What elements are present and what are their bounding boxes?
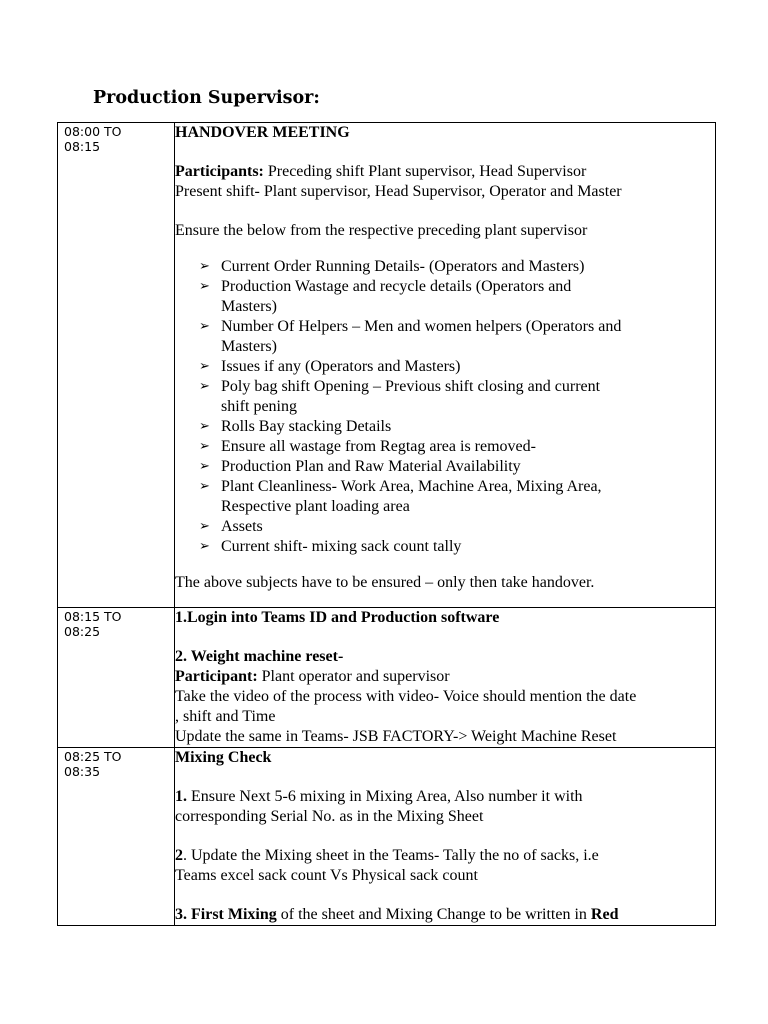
checklist-item-text: Respective plant loading area [221,498,410,515]
mixing-step-2 [175,846,715,866]
weight-reset-item: 2. Weight machine reset- [175,648,344,665]
checklist-item-text: Rolls Bay stacking Details [221,418,392,435]
participants-text: Preceding shift Plant supervisor, Head Supervisor [263,163,587,180]
participant-line [175,667,715,687]
checklist-item [175,377,715,417]
arrow-bullet-icon: ➢ [199,379,210,394]
participant-label: Participant: [175,668,258,685]
closing-note: The above subjects have to be ensured – only then take handover. [175,574,595,591]
checklist-item-text: Masters) [221,298,277,315]
checklist-item-text: Plant Cleanliness- Work Area, Machine Area, Mixing Area, [221,478,602,495]
arrow-bullet-icon: ➢ [199,259,210,274]
checklist-item-text: Production Plan and Raw Material Availability [221,458,521,475]
arrow-bullet-icon: ➢ [199,539,210,554]
arrow-bullet-icon: ➢ [199,479,210,494]
checklist-item [175,437,715,457]
section-heading: HANDOVER MEETING [175,124,350,141]
arrow-bullet-icon: ➢ [199,439,210,454]
table-row [58,123,716,608]
table-row [58,608,716,748]
checklist-item-text: Production Wastage and recycle details (Operators and [221,278,572,295]
ensure-text: Ensure the below from the respective preceding plant supervisor [175,222,588,239]
content-cell [175,123,716,608]
checklist-item [175,457,715,477]
step-emphasis: Red [590,906,619,923]
update-instruction: Update the same in Teams- JSB FACTORY-> Weight Machine Reset [175,728,617,745]
table-row [58,748,716,926]
checklist-item-text: Masters) [221,338,277,355]
checklist-item [175,317,715,357]
step-text: . Update the Mixing sheet in the Teams- Tally the no of sacks, i.e [183,847,599,864]
arrow-bullet-icon: ➢ [199,359,210,374]
page-title: Production Supervisor: [93,88,320,108]
checklist-item [175,417,715,437]
checklist-item-text: Ensure all wastage from Regtag area is removed- [221,438,536,455]
checklist-item [175,257,715,277]
video-instruction: Take the video of the process with video- Voice should mention the date [175,688,637,705]
checklist-item-text: Poly bag shift Opening – Previous shift closing and current [221,378,601,395]
step-number: 1. [175,788,187,805]
handover-checklist [175,257,715,557]
time-cell [58,608,175,748]
arrow-bullet-icon: ➢ [199,279,210,294]
participants-line-2: Present shift- Plant supervisor, Head Supervisor, Operator and Master [175,183,622,200]
time-slot: 08:15 TO 08:25 [64,609,122,639]
arrow-bullet-icon: ➢ [199,319,210,334]
checklist-item-text: Issues if any (Operators and Masters) [221,358,461,375]
mixing-step-2-cont: Teams excel sack count Vs Physical sack count [175,867,478,884]
checklist-item-text: Current shift- mixing sack count tally [221,538,462,555]
mixing-step-1-cont: corresponding Serial No. as in the Mixing Sheet [175,808,484,825]
participant-text: Plant operator and supervisor [257,668,450,685]
time-slot: 08:00 TO 08:15 [64,124,122,154]
checklist-item-text: Current Order Running Details- (Operators and Masters) [221,258,585,275]
checklist-item [175,277,715,317]
checklist-item-text: Assets [221,518,263,535]
participants-line [175,162,715,182]
checklist-item [175,537,715,557]
time-cell [58,123,175,608]
checklist-item-text: Number Of Helpers – Men and women helpers (Operators and [221,318,622,335]
mixing-step-3 [175,905,715,925]
step-lead: 3. First Mixing [175,906,277,923]
step-text: Ensure Next 5-6 mixing in Mixing Area, Also number it with [187,788,583,805]
step-number: 2 [175,847,183,864]
checklist-item-text: shift pening [221,398,297,415]
schedule-table [57,122,716,926]
time-slot: 08:25 TO 08:35 [64,749,122,779]
checklist-item [175,517,715,537]
mixing-step-1 [175,787,715,807]
participants-label: Participants: [175,163,264,180]
content-cell [175,608,716,748]
checklist-item [175,357,715,377]
arrow-bullet-icon: ➢ [199,419,210,434]
video-instruction-2: , shift and Time [175,708,276,725]
section-heading: Mixing Check [175,749,272,766]
arrow-bullet-icon: ➢ [199,519,210,534]
arrow-bullet-icon: ➢ [199,459,210,474]
time-cell [58,748,175,926]
login-item: 1.Login into Teams ID and Production software [175,609,500,626]
content-cell [175,748,716,926]
checklist-item [175,477,715,517]
step-text: of the sheet and Mixing Change to be written in [276,906,591,923]
